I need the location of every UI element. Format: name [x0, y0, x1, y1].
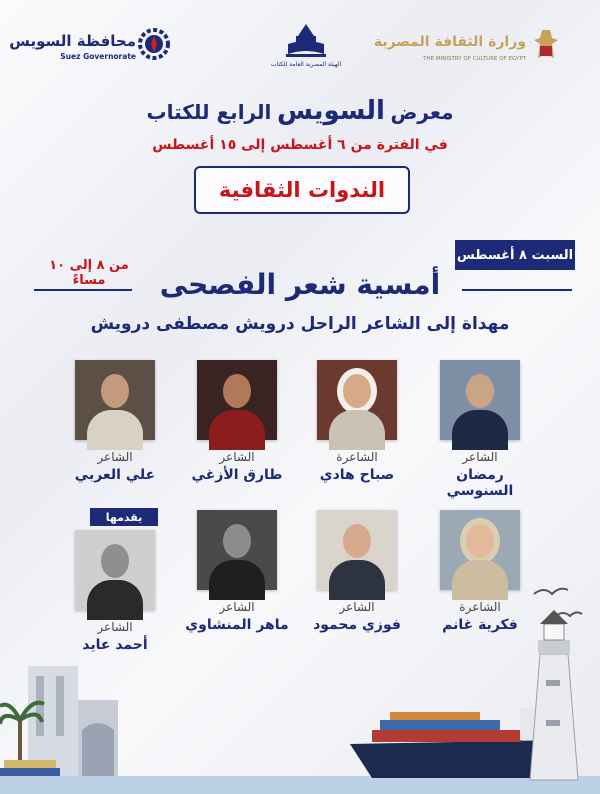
- speaker-role: الشاعرة: [459, 600, 501, 614]
- books-icon: [0, 760, 60, 776]
- speaker-name: رمضان السنوسي: [446, 467, 514, 499]
- event-dedication: مهداة إلى الشاعر الراحل درويش مصطفى درويش: [90, 314, 510, 334]
- speaker-photo: [317, 510, 397, 590]
- speaker-role: الشاعر: [339, 600, 375, 614]
- fair-dates: في الفترة من ٦ أغسطس إلى ١٥ أغسطس: [152, 137, 448, 153]
- speaker-name: صباح هادي: [319, 467, 395, 483]
- book-authority-logo: [270, 20, 342, 72]
- speaker-role: الشاعر: [97, 620, 133, 634]
- event-date: السبت ٨ أغسطس: [455, 240, 575, 270]
- speaker-name: فوزي محمود: [313, 617, 401, 633]
- speaker-name: طارق الأزغي: [191, 467, 283, 483]
- speaker-name: فكرية غانم: [442, 617, 518, 633]
- section-title: الندوات الثقافية: [194, 166, 410, 214]
- speaker-role: الشاعر: [462, 450, 498, 464]
- speaker-card: [60, 360, 170, 483]
- speaker-photo: [440, 510, 520, 590]
- speaker-name: علي العربي: [74, 467, 156, 483]
- svg-text:الهيئة المصرية العامة للكتاب: الهيئة المصرية العامة للكتاب: [270, 61, 342, 68]
- ministry-culture-logo: [373, 24, 560, 70]
- speaker-photo: [197, 510, 277, 590]
- event-time: من ٨ إلى ١٠ مساءً: [49, 258, 129, 288]
- speaker-role: الشاعرة: [336, 450, 378, 464]
- svg-text:THE MINISTRY OF CULTURE OF EGY: THE MINISTRY OF CULTURE OF EGYPT: [423, 56, 526, 62]
- svg-text:وزارة الثقافة المصرية: وزارة الثقافة المصرية: [373, 34, 526, 50]
- speaker-card: [182, 360, 292, 483]
- lighthouse-icon: [530, 610, 578, 780]
- svg-text:محافظة السويس: محافظة السويس: [9, 32, 136, 50]
- egypt-eagle-icon: [534, 30, 558, 58]
- speaker-role: الشاعر: [219, 600, 255, 614]
- presenter-label: يقدمها: [90, 508, 158, 526]
- speaker-photo: [440, 360, 520, 440]
- divider-left: [34, 289, 132, 291]
- event-title: أمسية شعر الفصحى: [159, 268, 441, 301]
- seagull-icon: [534, 589, 582, 616]
- speaker-card: [425, 360, 535, 499]
- speaker-photo: [75, 360, 155, 440]
- suez-governorate-logo: [9, 24, 170, 66]
- speaker-photo: [317, 360, 397, 440]
- container-ship-icon: [350, 708, 560, 778]
- speaker-photo: [197, 360, 277, 440]
- svg-text:Suez Governorate: Suez Governorate: [60, 52, 136, 61]
- speaker-name: ماهر المنشاوي: [185, 617, 289, 633]
- speaker-card: [302, 360, 412, 483]
- book-authority-icon: [286, 24, 326, 57]
- decorative-scene: [0, 580, 600, 794]
- speaker-name: أحمد عايد: [82, 637, 148, 653]
- fair-title: معرض السويس الرابع للكتاب: [146, 96, 454, 126]
- speaker-role: الشاعر: [219, 450, 255, 464]
- speaker-role: الشاعر: [97, 450, 133, 464]
- gear-emblem-icon: [140, 30, 168, 58]
